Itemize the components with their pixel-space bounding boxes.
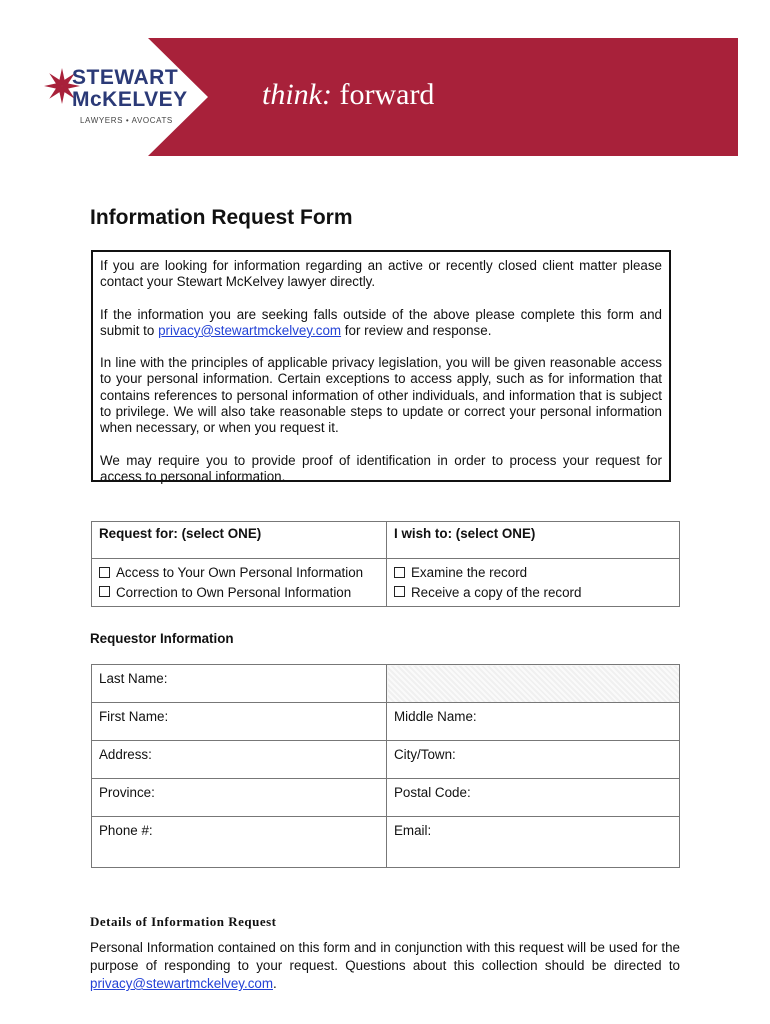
- tagline-rest: forward: [331, 78, 435, 111]
- checkbox-icon[interactable]: [394, 567, 405, 578]
- notice-paragraph-1: If you are looking for information regarding an active or recently closed client matter please contact your Stewart McKelvey lawyer directly.: [100, 258, 662, 290]
- province-field[interactable]: Province:: [92, 779, 387, 817]
- checkbox-icon[interactable]: [99, 586, 110, 597]
- wish-option-copy[interactable]: [394, 583, 672, 603]
- notice-box: [91, 250, 671, 482]
- privacy-email-link-2[interactable]: privacy@stewartmckelvey.com: [90, 976, 273, 991]
- first-name-field[interactable]: First Name:: [92, 703, 387, 741]
- notice-p2-tail: for review and response.: [341, 322, 492, 338]
- details-tail: .: [273, 976, 277, 991]
- option-label: Examine the record: [411, 565, 528, 580]
- details-heading: Details of Information Request: [90, 914, 277, 929]
- option-label: Correction to Own Personal Information: [116, 584, 352, 600]
- option-label: Access to Your Own Personal Information: [116, 565, 364, 580]
- last-name-input[interactable]: [387, 665, 680, 703]
- wish-to-options: [387, 559, 680, 607]
- request-option-access[interactable]: [99, 563, 379, 583]
- requestor-heading: Requestor Information: [90, 631, 234, 646]
- middle-name-field[interactable]: Middle Name:: [387, 703, 680, 741]
- request-option-correction[interactable]: [99, 583, 379, 603]
- wish-to-heading: I wish to: (select ONE): [387, 522, 680, 559]
- details-paragraph: [90, 939, 680, 993]
- wish-option-examine[interactable]: [394, 563, 672, 583]
- logo-subtitle: LAWYERS • AVOCATS: [80, 116, 173, 125]
- notice-p2-text: If the information you are seeking falls outside of the above please complete this form and submit to: [100, 306, 662, 338]
- logo-text-line1: STEWART: [72, 66, 179, 89]
- notice-paragraph-2: [100, 307, 662, 340]
- postal-code-field[interactable]: Postal Code:: [387, 779, 680, 817]
- email-field[interactable]: Email:: [387, 817, 680, 868]
- selection-table: [91, 521, 680, 607]
- logo-text-line2: McKELVEY: [72, 88, 188, 111]
- address-field[interactable]: Address:: [92, 741, 387, 779]
- tagline: [262, 78, 434, 112]
- privacy-email-link[interactable]: privacy@stewartmckelvey.com: [158, 322, 342, 338]
- requestor-table: [91, 664, 680, 868]
- last-name-field[interactable]: Last Name:: [92, 665, 387, 703]
- request-for-heading: Request for: (select ONE): [92, 522, 387, 559]
- checkbox-icon[interactable]: [394, 586, 405, 597]
- notice-paragraph-4: We may require you to provide proof of identification in order to process your request for access to personal information.: [100, 452, 662, 484]
- request-for-options: [92, 559, 387, 607]
- details-text: Personal Information contained on this form and in conjunction with this request will be used for the purpose of responding to your request. Questions about this collection should be directed to: [90, 940, 680, 973]
- checkbox-icon[interactable]: [99, 567, 110, 578]
- city-field[interactable]: City/Town:: [387, 741, 680, 779]
- page-title: Information Request Form: [90, 206, 353, 229]
- tagline-italic: think:: [262, 78, 332, 111]
- option-label: Receive a copy of the record: [411, 584, 582, 600]
- notice-paragraph-3: In line with the principles of applicable privacy legislation, you will be given reasonable access to your personal information. Certain exceptions to access apply, such as for information that contains references to personal information of other individuals, and information that is subject to privilege. We will also take reasonable steps to update or correct your personal information when necessary, or when you request it.: [100, 355, 662, 436]
- phone-field[interactable]: Phone #:: [92, 817, 387, 868]
